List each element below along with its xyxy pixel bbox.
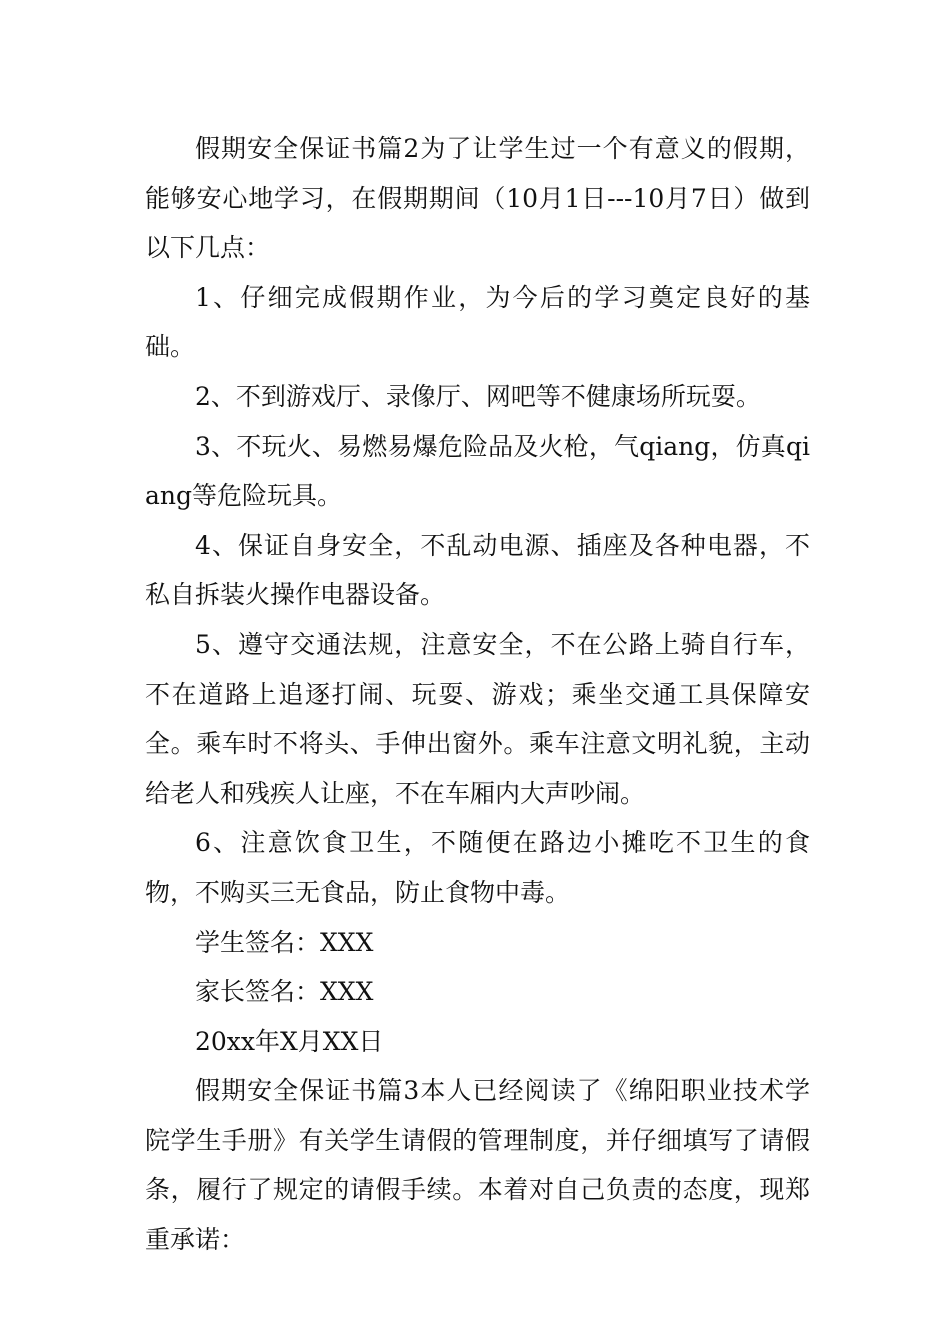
parent-signature: 家长签名：XXX (195, 977, 374, 1007)
paragraph-item-2: 2、不到游戏厅、录像厅、网吧等不健康场所玩耍。 (195, 381, 761, 411)
paragraph-item-5: 5、遵守交通法规，注意安全，不在公路上骑自行车，不在道路上追逐打闹、玩耍、游戏；乘坐交通工具保障安全。乘车时不将头、手伸出窗外。乘车注意文明礼貌，主动给老人和残疾人让座，不在车厢内大声吵闹。 (145, 629, 810, 808)
paragraph-item-1: 1、仔细完成假期作业，为今后的学习奠定良好的基础。 (145, 282, 810, 362)
student-signature: 学生签名：XXX (195, 927, 374, 957)
paragraph-item-4: 4、保证自身安全，不乱动电源、插座及各种电器，不私自拆装火操作电器设备。 (145, 530, 810, 610)
document-date: 20xx年X月XX日 (195, 1026, 384, 1056)
paragraph-item-3: 3、不玩火、易燃易爆危险品及火枪，气qiang，仿真qiang等危险玩具。 (145, 431, 810, 511)
document-body (145, 124, 810, 1265)
paragraph-section-3: 假期安全保证书篇3本人已经阅读了《绵阳职业技术学院学生手册》有关学生请假的管理制度，并仔细填写了请假条，履行了规定的请假手续。本着对自己负责的态度，现郑重承诺： (145, 1076, 810, 1255)
paragraph-intro: 假期安全保证书篇2为了让学生过一个有意义的假期，能够安心地学习，在假期期间（10月1日---10月7日）做到以下几点： (145, 134, 810, 263)
paragraph-item-6: 6、注意饮食卫生，不随便在路边小摊吃不卫生的食物，不购买三无食品，防止食物中毒。 (145, 828, 810, 907)
